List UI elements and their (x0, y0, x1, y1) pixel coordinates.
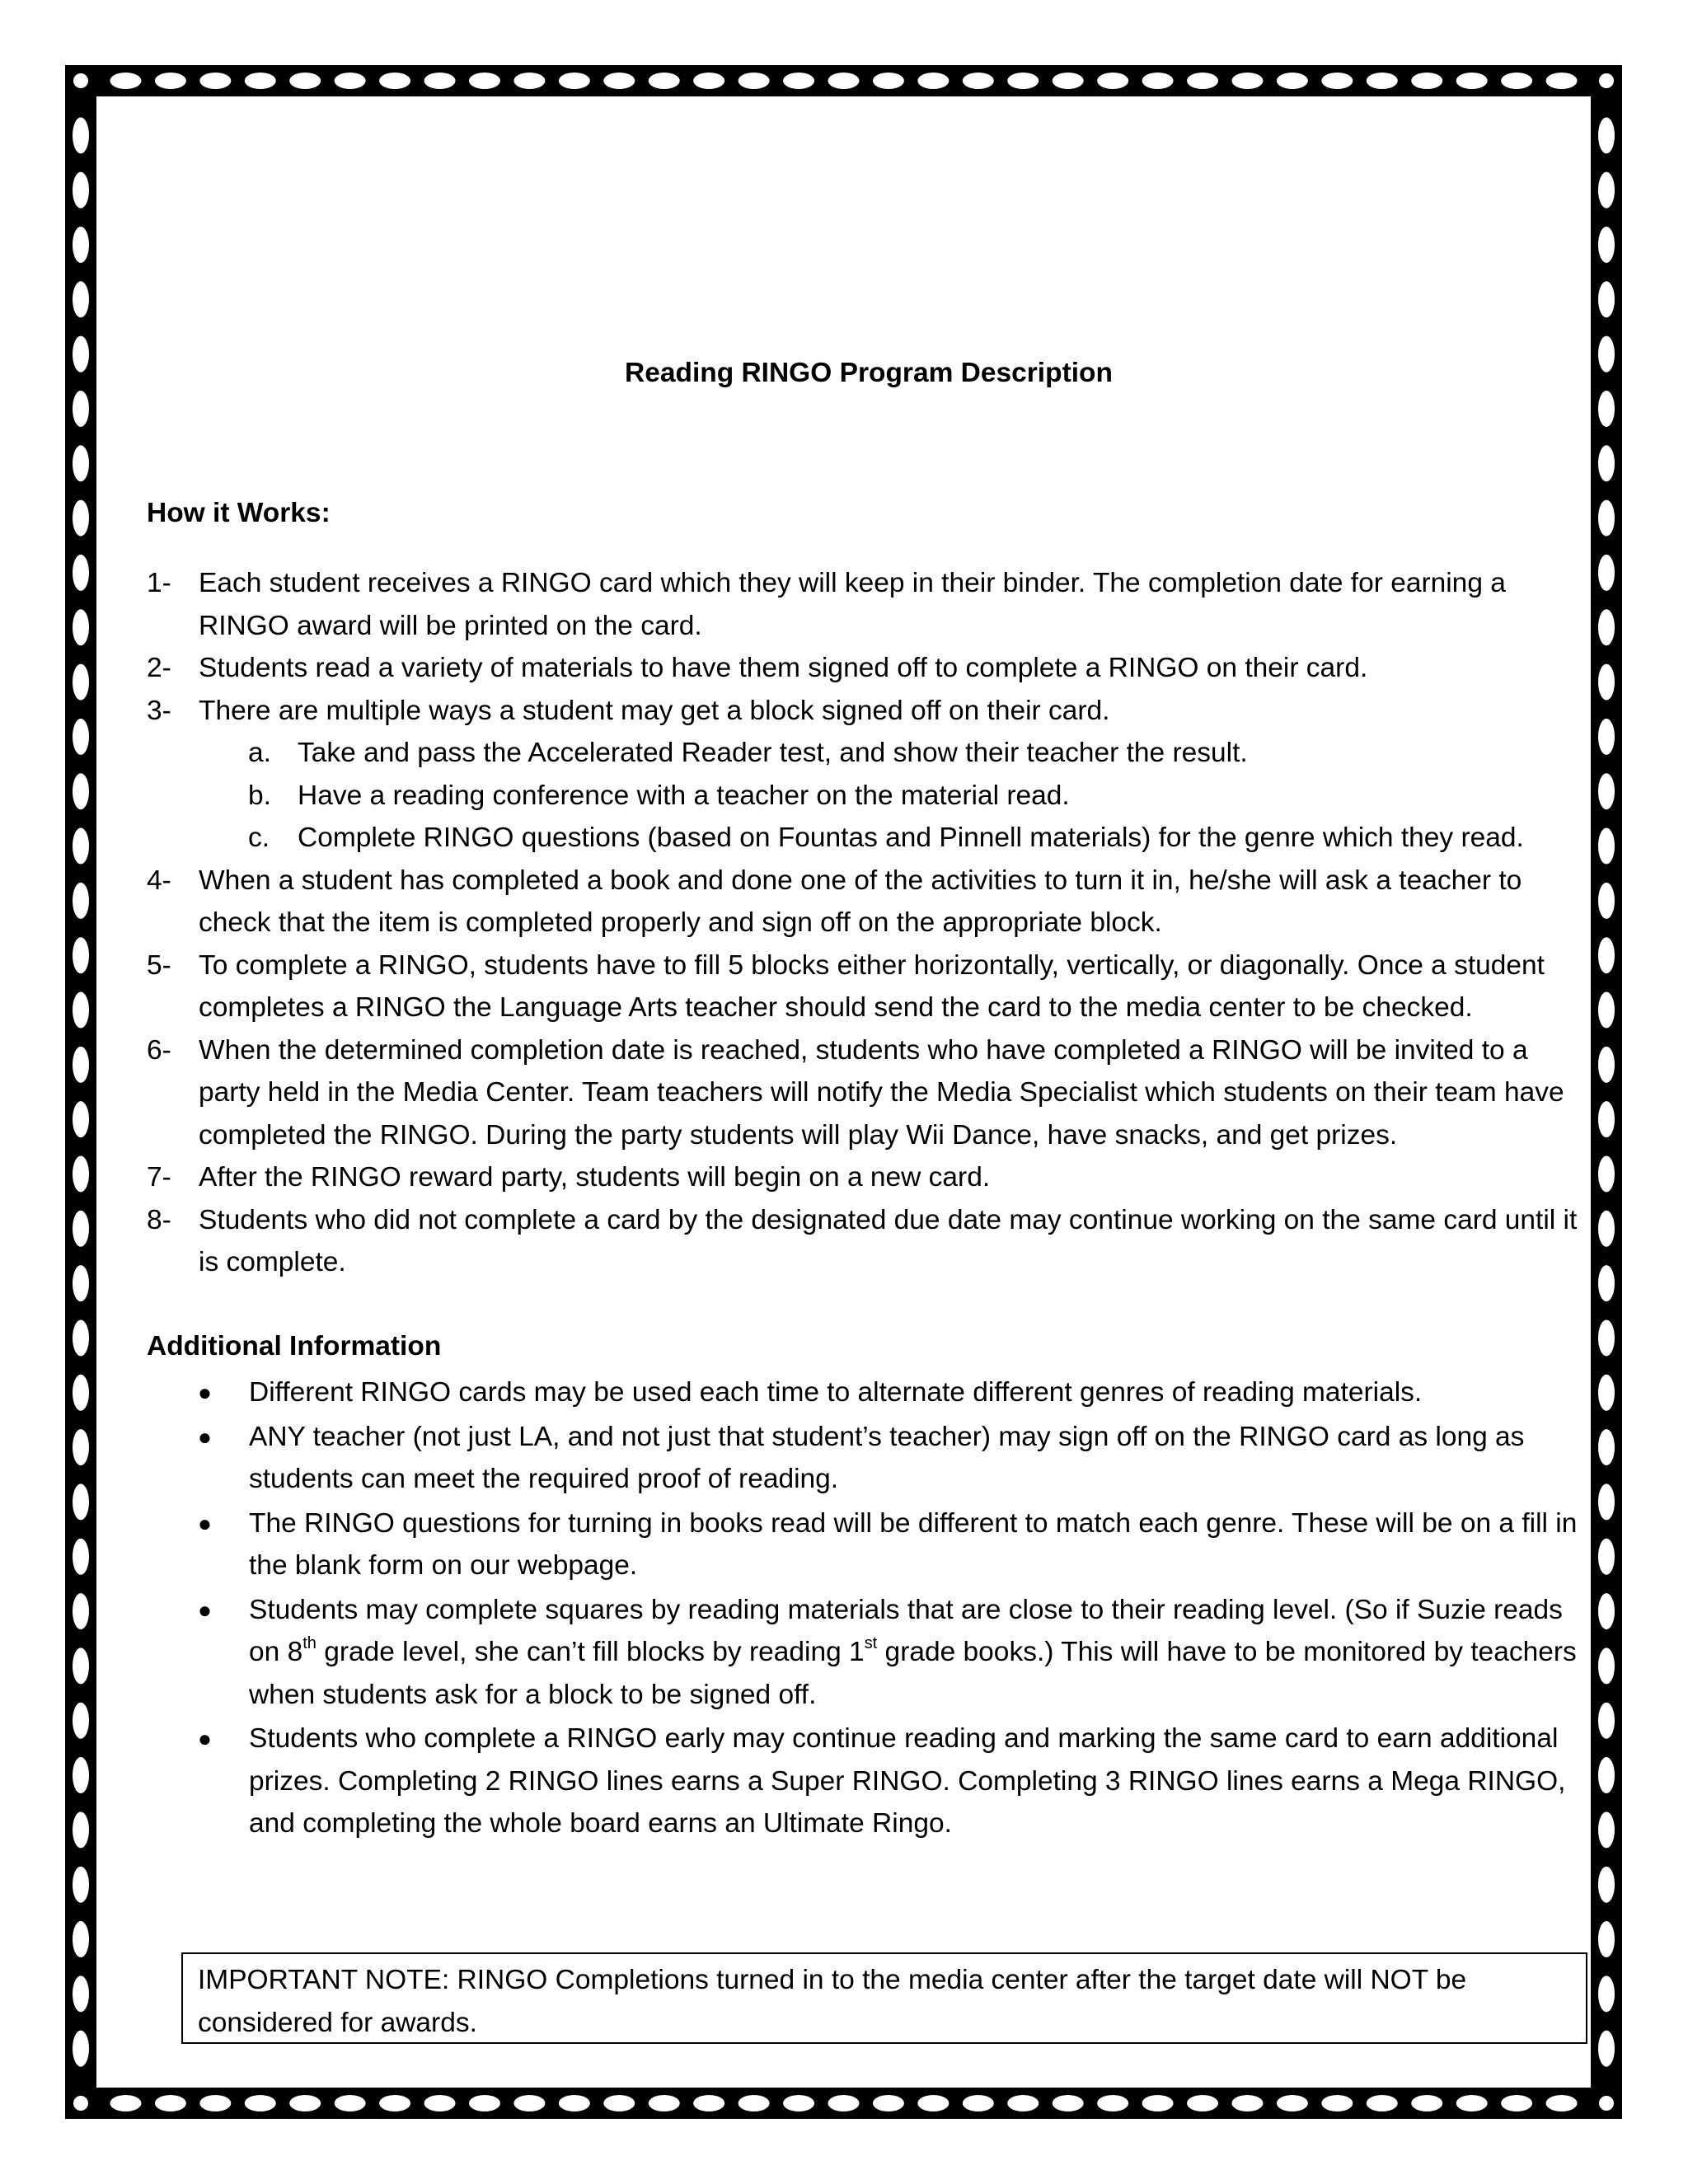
border-dot (513, 73, 545, 89)
border-dot (73, 500, 89, 537)
border-dot (1367, 73, 1398, 89)
border-dot (73, 1703, 89, 1739)
border-dot (1598, 1375, 1615, 1411)
border-dot (1367, 2095, 1398, 2111)
border-dot (1598, 500, 1615, 537)
border-dot (1277, 73, 1308, 89)
border-dot (1598, 1101, 1615, 1137)
border-dot (73, 1975, 89, 2012)
border-dot (73, 1155, 89, 1192)
border-dot (199, 73, 231, 89)
border-dot (1411, 2095, 1442, 2111)
list-item: 7- After the RINGO reward party, students will begin on a new card. (147, 1162, 991, 1193)
border-dot (1187, 2095, 1218, 2111)
border-dot (73, 992, 89, 1029)
border-dot (1598, 1757, 1615, 1793)
border-dot (73, 1921, 89, 1957)
border-dot (649, 73, 680, 89)
border-dot (1598, 1703, 1615, 1739)
border-dot (73, 937, 89, 973)
border-dot (1598, 1483, 1615, 1520)
border-dot (1598, 281, 1615, 317)
border-dot (110, 2095, 141, 2111)
border-dot (1321, 2095, 1353, 2111)
border-dot (1456, 2095, 1488, 2111)
border-dot (1598, 391, 1615, 427)
border-dot (1501, 2095, 1532, 2111)
border-dot (1187, 73, 1218, 89)
border-dot (1598, 828, 1615, 865)
border-dot (424, 2095, 456, 2111)
border-dot (73, 1867, 89, 1903)
border-dot (73, 1101, 89, 1137)
border-dot (1598, 117, 1615, 153)
border-dot (73, 2031, 89, 2067)
border-dot (1598, 1867, 1615, 1903)
border-dot (513, 2095, 545, 2111)
border-dot (1411, 73, 1442, 89)
border-dot (73, 445, 89, 481)
border-dot (73, 391, 89, 427)
border-dot (73, 1265, 89, 1301)
border-dot (1598, 1921, 1615, 1957)
bullet-icon: ● (198, 1380, 212, 1405)
border-dot (73, 336, 89, 373)
border-dot (73, 1483, 89, 1520)
border-dot (155, 2095, 186, 2111)
border-dot (603, 73, 635, 89)
border-dot (1598, 1265, 1615, 1301)
important-note-box: IMPORTANT NOTE: RINGO Completions turned in to the media center after the target date will NOT be considered for awards. (181, 1952, 1587, 2044)
border-dot (199, 2095, 231, 2111)
list-item: 8- Students who did not complete a card by the designated due date may continue working on the same card until it is complete. (147, 1204, 1578, 1277)
bullet-icon: ● (198, 1510, 212, 1536)
border-dot (1598, 773, 1615, 809)
border-dot (73, 1647, 89, 1684)
border-dot (1598, 1211, 1615, 1247)
border-dot (335, 2095, 366, 2111)
border-dot (1097, 73, 1128, 89)
border-dot (1097, 2095, 1128, 2111)
sub-list (199, 732, 1591, 860)
list-item: ● Students who complete a RINGO early may continue reading and marking the same card to earn additional prizes. Completing 2 RINGO lines earns a Super RINGO. Completing 3 RINGO lines earns a Mega RINGO, and completing the whole board earns an Ultimate Ringo. (147, 1718, 1591, 1845)
border-dot (693, 2095, 724, 2111)
border-dot (1598, 883, 1615, 919)
border-dot (1142, 73, 1174, 89)
border-dot (110, 73, 141, 89)
border-dot (1598, 1319, 1615, 1356)
border-dot (559, 2095, 590, 2111)
border-dot (73, 1593, 89, 1629)
border-dot (1053, 73, 1084, 89)
border-dot (73, 1375, 89, 1411)
border-dot (424, 73, 456, 89)
border-dot (917, 2095, 949, 2111)
list-item: 2- Students read a variety of materials to have them signed off to complete a RINGO on their card. (147, 653, 1368, 683)
border-dot (73, 1047, 89, 1083)
border-dot (828, 73, 860, 89)
border-dot (1598, 1975, 1615, 2012)
border-dot (1007, 73, 1039, 89)
border-dot (73, 719, 89, 755)
border-dot (73, 1211, 89, 1247)
list-item: ● ANY teacher (not just LA, and not just that student’s teacher) may sign off on the RINGO card as long as students can meet the required proof of reading. (147, 1416, 1591, 1501)
border-dot (73, 555, 89, 591)
border-dot (245, 73, 276, 89)
border-dot (73, 172, 89, 209)
list-item: 6- When the determined completion date is reached, students who have completed a RINGO will be invited to a party held in the Media Center. Team teachers will notify the Media Specialist which students on their team have completed the RINGO. During the party students will play Wii Dance, have snacks, and get prizes. (147, 1034, 1564, 1151)
border-dot (1142, 2095, 1174, 2111)
list-item: ● The RINGO questions for turning in books read will be different to match each genre. These will be on a fill in the blank form on our webpage. (147, 1502, 1591, 1587)
border-dot (1546, 73, 1578, 89)
border-dot (73, 773, 89, 809)
border-dot (1598, 1155, 1615, 1192)
border-dot (73, 117, 89, 153)
bullet-icon: ● (198, 1423, 212, 1450)
border-dot (1598, 992, 1615, 1029)
border-dot (1007, 2095, 1039, 2111)
sub-list-item: b. Have a reading conference with a teacher on the material read. (248, 780, 1070, 811)
border-dot (783, 73, 814, 89)
sub-list-item: c. Complete RINGO questions (based on Fountas and Pinnell materials) for the genre which they read. (248, 823, 1524, 853)
border-dot (1277, 2095, 1308, 2111)
border-dot (559, 73, 590, 89)
border-dot (1546, 2095, 1578, 2111)
steps-list (147, 562, 1591, 1284)
border-dot (73, 609, 89, 645)
border-dot (1598, 937, 1615, 973)
border-dot (1599, 73, 1614, 88)
list-item: 5- To complete a RINGO, students have to fill 5 blocks either horizontally, vertically, or diagonally. Once a student completes a RINGO the Language Arts teacher should send the card to the media center to be checked. (147, 949, 1545, 1023)
border-dot (1598, 609, 1615, 645)
sub-list-item: a. Take and pass the Accelerated Reader test, and show their teacher the result. (248, 738, 1248, 768)
border-dot (738, 2095, 770, 2111)
additional-information-heading: Additional Information (147, 1331, 442, 1361)
border-dot (155, 73, 186, 89)
border-dot (738, 73, 770, 89)
border-dot (1598, 555, 1615, 591)
border-dot (245, 2095, 276, 2111)
border-dot (73, 1319, 89, 1356)
bullet-icon: ● (198, 1726, 212, 1751)
border-dot (73, 1429, 89, 1465)
border-dot (783, 2095, 814, 2111)
border-dot (1501, 73, 1532, 89)
border-dot (649, 2095, 680, 2111)
border-dot (1598, 2031, 1615, 2067)
border-dot (603, 2095, 635, 2111)
border-dot (289, 73, 321, 89)
border-dot (1231, 73, 1263, 89)
list-item: 3- There are multiple ways a student may get a block signed off on their card. a. Take and pass the Accelerated Reader test, and show their teacher the result. b. Have a reading conference with a teacher on the material read. c. Complete RINGO questions (based on Fountas and Pinnell materials) for the genre which they read. (147, 690, 1591, 860)
additional-info-list (147, 1371, 1591, 1847)
border-dot (73, 227, 89, 263)
list-item: ● Students may complete squares by reading materials that are close to their reading level. (So if Suzie reads on 8th grade level, she can’t fill blocks by reading 1st grade books.) This will have to be monitored by teachers when students ask for a block to be signed off. (147, 1589, 1591, 1717)
border-dot (289, 2095, 321, 2111)
border-dot (1231, 2095, 1263, 2111)
border-dot (1598, 1811, 1615, 1848)
border-dot (73, 1539, 89, 1575)
page-title: Reading RINGO Program Description (625, 358, 1113, 388)
border-dot (1598, 172, 1615, 209)
border-dot (73, 2096, 88, 2111)
border-dot (1598, 1593, 1615, 1629)
border-dot (73, 664, 89, 701)
border-dot (379, 73, 410, 89)
border-dot (917, 73, 949, 89)
border-dot (73, 883, 89, 919)
border-dot (73, 1811, 89, 1848)
border-dot (469, 2095, 500, 2111)
border-dot (1321, 73, 1353, 89)
border-dot (73, 73, 88, 88)
list-item: 4- When a student has completed a book and done one of the activities to turn it in, he/she will ask a teacher to check that the item is completed properly and sign off on the appropriate block. (147, 865, 1522, 938)
border-dot (73, 828, 89, 865)
border-dot (1053, 2095, 1084, 2111)
border-dot (73, 1757, 89, 1793)
border-dot (1598, 1429, 1615, 1465)
list-item: 1- Each student receives a RINGO card which they will keep in their binder. The completion date for earning a RINGO award will be printed on the card. (147, 568, 1506, 641)
border-dot (1598, 227, 1615, 263)
border-dot (1598, 664, 1615, 701)
border-dot (1456, 73, 1488, 89)
border-dot (1598, 719, 1615, 755)
how-it-works-heading: How it Works: (147, 498, 331, 528)
border-dot (1598, 445, 1615, 481)
border-dot (1598, 336, 1615, 373)
border-dot (1598, 1647, 1615, 1684)
border-dot (693, 73, 724, 89)
border-dot (828, 2095, 860, 2111)
border-dot (873, 2095, 904, 2111)
border-dot (1598, 1047, 1615, 1083)
list-item: ● Different RINGO cards may be used each time to alternate different genres of reading materials. (147, 1371, 1591, 1414)
border-dot (469, 73, 500, 89)
border-dot (963, 73, 994, 89)
bullet-icon: ● (198, 1596, 212, 1623)
border-dot (1598, 1539, 1615, 1575)
border-dot (963, 2095, 994, 2111)
border-dot (335, 73, 366, 89)
border-dot (1599, 2096, 1614, 2111)
border-dot (73, 281, 89, 317)
border-dot (873, 73, 904, 89)
border-dot (379, 2095, 410, 2111)
